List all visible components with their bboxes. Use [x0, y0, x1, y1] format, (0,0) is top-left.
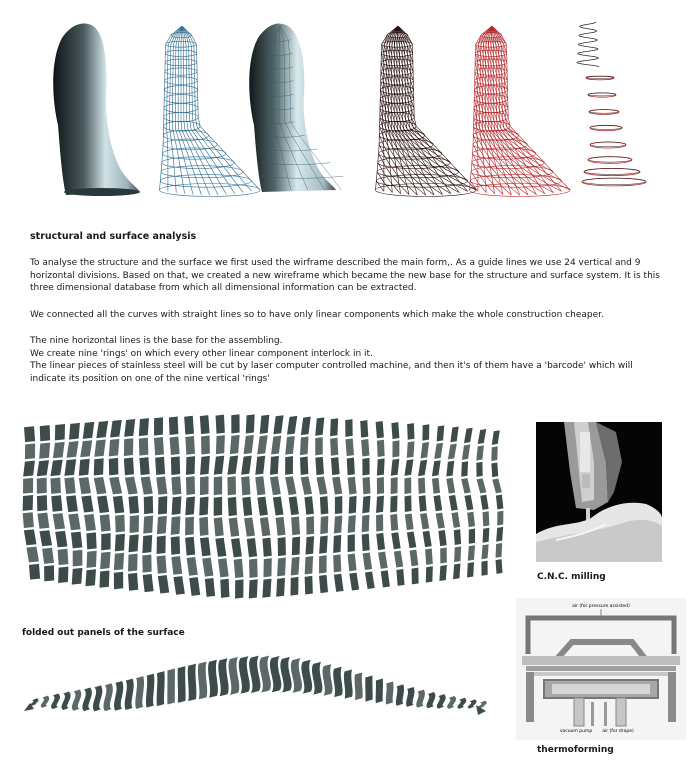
ribbon-panel: [259, 656, 270, 693]
ribbon-panel: [188, 664, 197, 701]
panel-strip: [491, 430, 503, 574]
ribbon-panel: [146, 674, 154, 708]
ribbon-panel: [72, 689, 81, 710]
ribbon-panel: [355, 672, 363, 700]
ribbon-panel: [93, 685, 102, 711]
panel-strip: [345, 419, 359, 590]
ribbon-panel: [396, 684, 404, 705]
air-top-label: air (for pressure assisted): [572, 604, 630, 609]
ribbon-panel: [125, 679, 134, 710]
panel-strip: [360, 420, 375, 589]
ribbon-panel: [41, 696, 49, 708]
horizontal-rings: [577, 22, 646, 186]
ribbon-panel: [198, 662, 207, 700]
ribbon-panel: [208, 660, 218, 698]
panel-strip: [199, 415, 215, 597]
panel-strip: [255, 415, 271, 598]
ribbon-panel: [103, 683, 112, 711]
panel-strip: [390, 422, 404, 586]
panel-strip: [418, 424, 433, 582]
panels-caption: folded out panels of the surface: [22, 628, 185, 638]
ribbon-panel: [229, 657, 240, 695]
panel-strip: [184, 416, 200, 596]
ribbon-panel: [51, 693, 60, 709]
shaded-form-grid: [249, 24, 343, 192]
panel-strip: [241, 414, 258, 598]
flattened-panels-ribbon: [20, 645, 490, 735]
ribbon-panel: [376, 678, 383, 703]
panel-strip: [404, 423, 418, 584]
form-render-row: [0, 0, 700, 210]
paragraph-rings-1: The nine horizontal lines is the base for the assembling.: [30, 336, 283, 346]
ribbon-panel: [218, 658, 228, 696]
ribbon-panel: [82, 687, 91, 711]
panel-strip: [37, 425, 54, 581]
ribbon-panel: [249, 656, 260, 693]
thermo-caption: thermoforming: [537, 745, 614, 755]
panel-strip: [330, 418, 343, 592]
ribbon-panel: [323, 664, 333, 696]
panel-strip: [476, 429, 489, 576]
panel-strip: [432, 425, 447, 581]
paragraph-rings-2: We create nine 'rings' on which every other linear component interlock in it.: [30, 348, 373, 359]
black-triangulated-form: [376, 26, 477, 197]
paragraph-linear: We connected all the curves with straight lines so to have only linear components which make the whole construction cheaper.: [30, 309, 604, 320]
panel-strip: [124, 419, 139, 591]
panel-strip: [94, 421, 111, 588]
ribbon-panel: [270, 656, 281, 692]
panel-strip: [300, 417, 314, 595]
ribbon-panel: [344, 670, 353, 699]
panel-strip: [461, 428, 475, 578]
cnc-caption: C.N.C. milling: [537, 572, 606, 582]
analysis-text: [30, 257, 664, 385]
shaded-form-1: [53, 24, 140, 196]
ribbon-panel: [62, 691, 71, 710]
ribbon-panel: [301, 660, 312, 694]
panel-strip: [446, 427, 461, 580]
ribbon-panel: [312, 662, 322, 695]
red-triangulated-form: [470, 26, 571, 197]
ribbon-panel: [239, 656, 250, 694]
ribbon-panel: [457, 698, 466, 709]
panel-strip: [315, 417, 328, 593]
panel-strip: [376, 421, 390, 587]
panel-strip: [227, 414, 243, 598]
ribbon-panel: [167, 669, 175, 705]
ribbon-panel: [416, 690, 425, 708]
folded-panels-strips: [20, 400, 510, 610]
ribbon-panel: [386, 681, 394, 704]
ribbon-panel: [31, 698, 39, 705]
air-drape-label: air (for drape): [602, 729, 634, 734]
panel-strip: [214, 415, 230, 598]
ribbon-panel: [333, 667, 342, 697]
panel-strip: [169, 416, 185, 594]
panel-strip: [109, 420, 125, 589]
thermoforming-diagram: [516, 598, 686, 740]
ribbon-panel: [468, 699, 477, 708]
panel-strip: [154, 417, 169, 593]
vacuum-pump-label: vacuum pump: [559, 729, 593, 734]
blue-wireframe-form: [160, 26, 261, 197]
ribbon-panel: [280, 657, 291, 693]
ribbon-panel: [291, 658, 302, 693]
ribbon-panel: [437, 694, 446, 709]
panel-strip: [285, 416, 300, 596]
ribbon-panel: [406, 687, 414, 707]
ribbon-panel: [478, 701, 486, 708]
ribbon-panel: [178, 666, 186, 703]
panel-strip: [270, 415, 286, 596]
panel-strip: [139, 418, 154, 592]
ribbon-panel: [157, 671, 165, 706]
ribbon-panel: [427, 692, 436, 708]
ribbon-panel: [447, 696, 456, 709]
ribbon-panel: [365, 675, 372, 701]
cnc-milling-photo: [536, 422, 662, 562]
ribbon-panel: [114, 681, 123, 711]
ribbon-panel: [135, 676, 144, 709]
paragraph-rings-3: The linear pieces of stainless steel will be cut by laser computer controlled machine, and then it's of them have a 'barcode' which will indicate its position on one of the nine vertical 'rings': [30, 361, 633, 384]
paragraph-wireframe: To analyse the structure and the surface we first used the wirframe described the main form,. As a guide lines we use 24 vertical and 9 horizontal divisions. Based on that, we created a new wireframe which became the new base for the structure and surface system. It is this three dimensional database from which all dimensional information can be extracted.: [30, 258, 660, 293]
section-heading: structural and surface analysis: [30, 231, 197, 242]
